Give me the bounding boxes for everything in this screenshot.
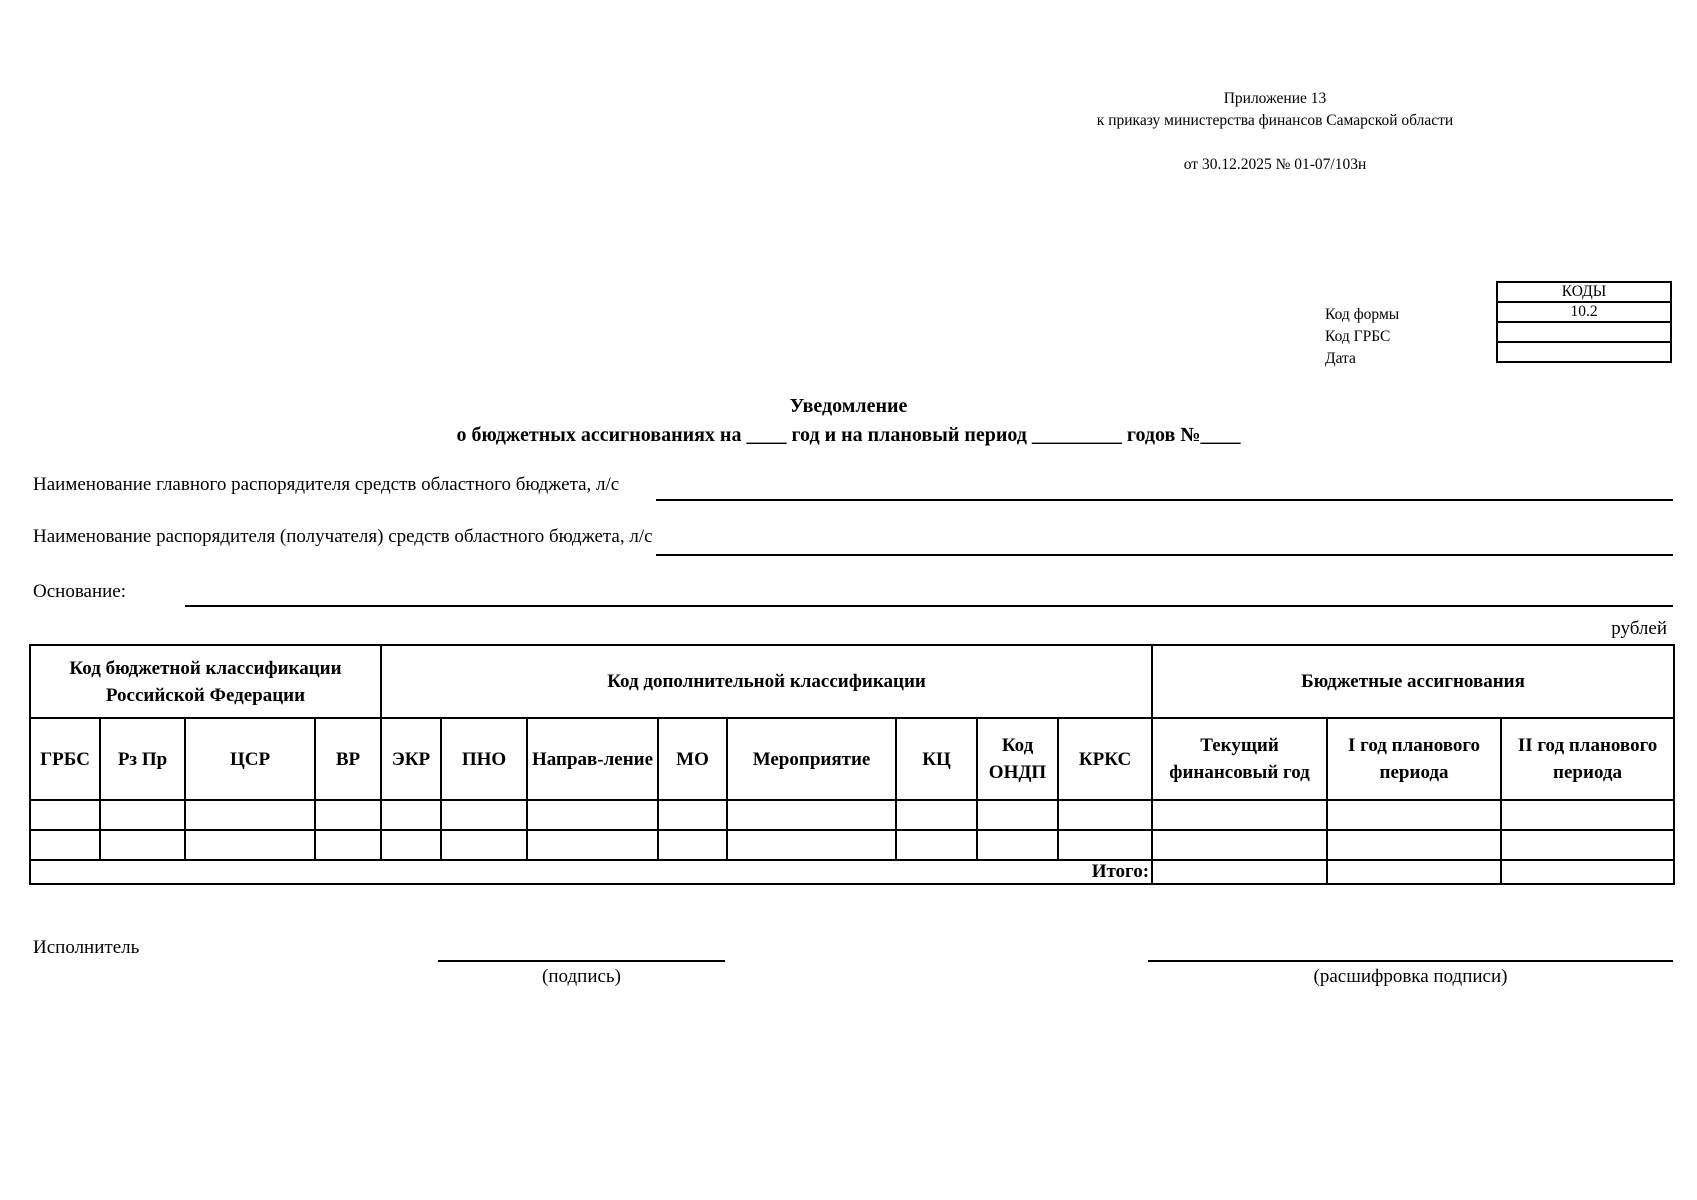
group-header-kbk: Код бюджетной классификации Российской Федерации [30, 645, 381, 718]
appendix-header [1045, 88, 1505, 176]
codes-header: КОДЫ [1497, 282, 1671, 302]
table-cell[interactable] [1501, 830, 1674, 860]
col-header-ondp: Код ОНДП [977, 718, 1058, 800]
table-cell[interactable] [727, 800, 896, 830]
total-plan-year-1[interactable] [1327, 860, 1501, 884]
basis-input-line[interactable] [185, 605, 1673, 607]
table-cell[interactable] [100, 800, 185, 830]
form-code-label: Код формы [1325, 306, 1400, 323]
document-title [0, 392, 1697, 450]
table-cell[interactable] [441, 800, 527, 830]
col-header-kc: КЦ [896, 718, 977, 800]
group-header-additional: Код дополнительной классификации [381, 645, 1152, 718]
table-cell[interactable] [977, 800, 1058, 830]
total-label: Итого: [30, 860, 1152, 884]
title-line-2: о бюджетных ассигнованиях на ____ год и на плановый период _________ годов №____ [456, 424, 1241, 446]
date-label: Дата [1325, 350, 1356, 367]
col-header-csr: ЦСР [185, 718, 315, 800]
units-label: рублей [1611, 618, 1667, 639]
table-cell[interactable] [441, 830, 527, 860]
basis-label: Основание: [33, 581, 127, 602]
table-cell[interactable] [315, 800, 381, 830]
table-cell[interactable] [1327, 830, 1501, 860]
total-plan-year-2[interactable] [1501, 860, 1674, 884]
table-cell[interactable] [977, 830, 1058, 860]
signature-decode-caption: (расшифровка подписи) [1313, 966, 1508, 987]
executor-label: Исполнитель [33, 937, 140, 958]
col-header-mo: МО [658, 718, 727, 800]
table-cell[interactable] [30, 800, 100, 830]
table-row [30, 830, 1674, 860]
col-header-krks: КРКС [1058, 718, 1152, 800]
col-header-event: Мероприятие [727, 718, 896, 800]
table-cell[interactable] [185, 800, 315, 830]
col-header-ekr: ЭКР [381, 718, 441, 800]
total-row [30, 860, 1674, 884]
table-cell[interactable] [1152, 830, 1327, 860]
total-current-year[interactable] [1152, 860, 1327, 884]
assignments-table [29, 644, 1675, 885]
appendix-date: от 30.12.2025 № 01-07/103н [1183, 156, 1367, 173]
signature-line[interactable] [438, 960, 725, 962]
main-manager-input-line[interactable] [656, 499, 1673, 501]
col-header-plan-year-1: I год планового периода [1327, 718, 1501, 800]
codes-labels [1325, 304, 1399, 370]
manager-label: Наименование распорядителя (получателя) средств областного бюджета, л/с [33, 526, 653, 547]
table-cell[interactable] [315, 830, 381, 860]
table-cell[interactable] [100, 830, 185, 860]
table-cell[interactable] [185, 830, 315, 860]
col-header-vr: ВР [315, 718, 381, 800]
col-header-current-year: Текущий финансовый год [1152, 718, 1327, 800]
signature-caption: (подпись) [542, 966, 621, 987]
appendix-order: к приказу министерства финансов Самарской области [1096, 112, 1454, 129]
table-cell[interactable] [30, 830, 100, 860]
codes-table [1496, 281, 1672, 363]
table-cell[interactable] [896, 830, 977, 860]
col-header-grbs: ГРБС [30, 718, 100, 800]
table-cell[interactable] [1327, 800, 1501, 830]
table-cell[interactable] [727, 830, 896, 860]
main-manager-label: Наименование главного распорядителя средств областного бюджета, л/с [33, 474, 620, 495]
date-value[interactable] [1497, 342, 1671, 362]
title-line-1: Уведомление [789, 395, 908, 417]
col-header-rzpr: Рз Пр [100, 718, 185, 800]
table-row [30, 800, 1674, 830]
table-cell[interactable] [527, 800, 658, 830]
table-cell[interactable] [658, 800, 727, 830]
col-header-pno: ПНО [441, 718, 527, 800]
group-header-assignments: Бюджетные ассигнования [1152, 645, 1674, 718]
table-cell[interactable] [381, 830, 441, 860]
table-cell[interactable] [896, 800, 977, 830]
table-cell[interactable] [1058, 800, 1152, 830]
table-cell[interactable] [381, 800, 441, 830]
table-cell[interactable] [1058, 830, 1152, 860]
table-cell[interactable] [527, 830, 658, 860]
form-code-value[interactable]: 10.2 [1497, 302, 1671, 322]
grbs-code-value[interactable] [1497, 322, 1671, 342]
manager-input-line[interactable] [656, 554, 1673, 556]
col-header-direction: Направ-ление [527, 718, 658, 800]
table-cell[interactable] [658, 830, 727, 860]
appendix-number: Приложение 13 [1223, 90, 1327, 107]
table-cell[interactable] [1152, 800, 1327, 830]
col-header-plan-year-2: II год планового периода [1501, 718, 1674, 800]
signature-decode-line[interactable] [1148, 960, 1673, 962]
table-cell[interactable] [1501, 800, 1674, 830]
grbs-code-label: Код ГРБС [1325, 328, 1391, 345]
